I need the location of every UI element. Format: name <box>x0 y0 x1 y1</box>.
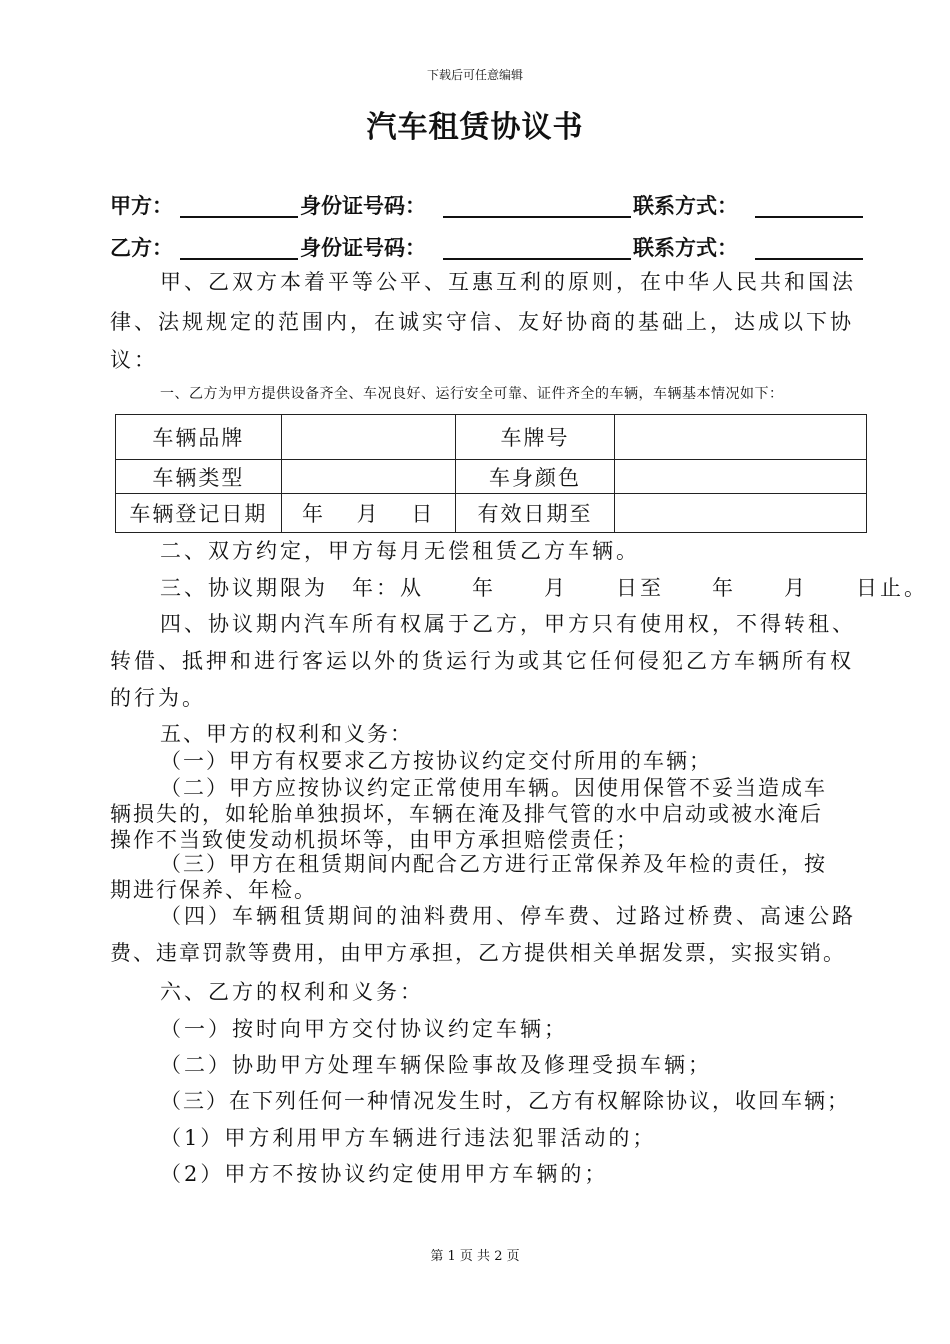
party-a-name-blank[interactable] <box>180 190 298 218</box>
type-value-cell[interactable] <box>281 460 455 494</box>
color-value-cell[interactable] <box>615 460 867 494</box>
clause-4-line: 转借、抵押和进行客运以外的货运行为或其它任何侵犯乙方车辆所有权 <box>110 649 854 673</box>
clause-6-item: （1）甲方利用甲方车辆进行违法犯罪活动的； <box>160 1126 657 1150</box>
brand-label-cell: 车辆品牌 <box>116 415 282 460</box>
clause-6-item: （二）协助甲方处理车辆保险事故及修理受损车辆； <box>160 1053 712 1077</box>
clause-1: 一、乙方为甲方提供设备齐全、车况良好、运行安全可靠、证件齐全的车辆，车辆基本情况如下： <box>160 386 784 402</box>
table-row <box>116 494 867 533</box>
clause-5-item: 费、违章罚款等费用，由甲方承担，乙方提供相关单据发票，实报实销。 <box>110 941 846 965</box>
clause-5-item: 操作不当致使发动机损坏等，由甲方承担赔偿责任； <box>110 828 639 852</box>
clause-2: 二、双方约定，甲方每月无偿租赁乙方车辆。 <box>160 539 640 563</box>
header-note: 下载后可任意编辑 <box>426 68 523 82</box>
table-row <box>116 460 867 494</box>
clause-5-heading: 五、甲方的权利和义务： <box>160 722 413 746</box>
color-label-cell: 车身颜色 <box>455 460 615 494</box>
party-b-name-blank[interactable] <box>180 232 298 260</box>
party-a-label: 甲方： <box>110 194 173 218</box>
party-a-contact-label: 联系方式： <box>633 194 738 218</box>
reg-date-value-cell[interactable]: 年 月 日 <box>281 494 455 533</box>
clause-5-item: 辆损失的，如轮胎单独损坏，车辆在淹及排气管的水中启动或被水淹后 <box>110 802 823 826</box>
party-b-id-blank[interactable] <box>443 232 631 260</box>
type-label-cell: 车辆类型 <box>116 460 282 494</box>
party-a-id-blank[interactable] <box>443 190 631 218</box>
intro-line: 律、法规规定的范围内，在诚实守信、友好协商的基础上，达成以下协 <box>110 310 854 334</box>
clause-4-line: 的行为。 <box>110 686 206 710</box>
intro-line: 议： <box>110 348 158 372</box>
party-b-label: 乙方： <box>110 236 173 260</box>
clause-6-heading: 六、乙方的权利和义务： <box>160 980 424 1004</box>
party-a-line <box>110 190 870 224</box>
vehicle-info-table <box>115 414 867 533</box>
clause-4-line: 四、协议期内汽车所有权属于乙方，甲方只有使用权，不得转租、 <box>160 612 856 636</box>
clause-5-item: （三）甲方在租赁期间内配合乙方进行正常保养及年检的责任，按 <box>160 852 827 876</box>
party-b-contact-label: 联系方式： <box>633 236 738 260</box>
clause-5-item: （二）甲方应按协议约定正常使用车辆。因使用保管不妥当造成车 <box>160 776 827 800</box>
clause-5-item: 期进行保养、年检。 <box>110 878 317 902</box>
clause-6-item: （2）甲方不按协议约定使用甲方车辆的； <box>160 1162 609 1186</box>
plate-label-cell: 车牌号 <box>455 415 615 460</box>
intro-line: 甲、乙双方本着平等公平、互惠互利的原则，在中华人民共和国法 <box>160 270 856 294</box>
reg-date-label-cell: 车辆登记日期 <box>116 494 282 533</box>
clause-6-item: （一）按时向甲方交付协议约定车辆； <box>160 1017 568 1041</box>
clause-5-item: （一）甲方有权要求乙方按协议约定交付所用的车辆； <box>160 749 712 773</box>
party-b-contact-blank[interactable] <box>755 232 863 260</box>
party-a-id-label: 身份证号码： <box>300 194 426 218</box>
plate-value-cell[interactable] <box>615 415 867 460</box>
party-b-line <box>110 232 870 266</box>
clause-3: 三、协议期限为 年：从 年 月 日至 年 月 日止。 <box>160 576 928 600</box>
clause-6-item: （三）在下列任何一种情况发生时，乙方有权解除协议，收回车辆； <box>160 1089 850 1113</box>
page-footer: 第 1 页 共 2 页 <box>430 1249 520 1264</box>
brand-value-cell[interactable] <box>281 415 455 460</box>
clause-5-item: （四）车辆租赁期间的油料费用、停车费、过路过桥费、高速公路 <box>160 904 856 928</box>
party-b-id-label: 身份证号码： <box>300 236 426 260</box>
valid-until-value-cell[interactable] <box>615 494 867 533</box>
party-a-contact-blank[interactable] <box>755 190 863 218</box>
document-title: 汽车租赁协议书 <box>366 110 584 145</box>
valid-until-label-cell: 有效日期至 <box>455 494 615 533</box>
table-row <box>116 415 867 460</box>
